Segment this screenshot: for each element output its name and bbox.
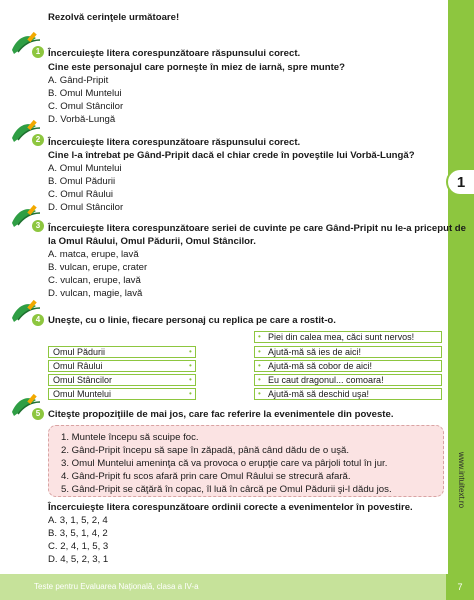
site-url: www.intuitext.ro	[457, 451, 466, 509]
exercise-1-title: Încercuieşte litera corespunzătoare răspunsului corect.	[48, 48, 301, 59]
connector-dot[interactable]: •	[189, 361, 192, 370]
event-item: 2. Gând-Pripit începu să sape în zăpadă, până când dădu de o uşă.	[61, 445, 350, 456]
event-item: 5. Gând-Pripit se căţără în copac, îl luă în cârcă pe Omul Pădurii şi-l dădu jos.	[61, 484, 392, 495]
character-box[interactable]	[48, 360, 196, 372]
exercise-2-option-d[interactable]: D. Omul Stâncilor	[48, 202, 124, 213]
exercise-2-option-c[interactable]: C. Omul Râului	[48, 189, 114, 200]
instruction-header: Rezolvă cerinţele următoare!	[48, 12, 180, 23]
exercise-1-option-b[interactable]: B. Omul Muntelui	[48, 88, 122, 99]
connector-dot[interactable]: •	[258, 361, 261, 370]
reply-label: Ajută-mă să deschid uşa!	[268, 389, 370, 399]
exercise-1-option-c[interactable]: C. Omul Stâncilor	[48, 101, 124, 112]
exercise-number-badge: 5	[32, 408, 44, 420]
character-label: Omul Muntelui	[53, 389, 112, 399]
connector-dot[interactable]: •	[189, 375, 192, 384]
exercise-2-title: Încercuieşte litera corespunzătoare răspunsului corect.	[48, 137, 301, 148]
connector-dot[interactable]: •	[258, 332, 261, 341]
reply-label: Piei din calea mea, căci sunt nervos!	[268, 332, 415, 342]
exercise-3-option-d[interactable]: D. vulcan, magie, lavă	[48, 288, 143, 299]
character-box[interactable]	[48, 374, 196, 386]
exercise-4-title: Uneşte, cu o linie, fiecare personaj cu replica pe care a rostit-o.	[48, 315, 336, 326]
reply-box[interactable]	[254, 360, 442, 372]
exercise-5-option-a[interactable]: A. 3, 1, 5, 2, 4	[48, 515, 108, 526]
exercise-5-option-d[interactable]: D. 4, 5, 2, 3, 1	[48, 554, 109, 565]
reply-label: Ajută-mă să cobor de aici!	[268, 361, 373, 371]
event-item: 3. Omul Muntelui ameninţa că va provoca o erupţie care va pârjoli totul în jur.	[61, 458, 388, 469]
exercise-1-option-a[interactable]: A. Gând-Pripit	[48, 75, 109, 86]
connector-dot[interactable]: •	[189, 389, 192, 398]
exercise-3-option-a[interactable]: A. matca, erupe, lavă	[48, 249, 139, 260]
exercise-1-option-d[interactable]: D. Vorbă-Lungă	[48, 114, 116, 125]
reply-box[interactable]	[254, 331, 442, 343]
connector-dot[interactable]: •	[189, 347, 192, 356]
exercise-3-title-line1: Încercuieşte litera corespunzătoare seriei de cuvinte pe care Gând-Pripit nu le-a priceput de	[48, 223, 466, 234]
page-number: 7	[446, 574, 474, 600]
exercise-number-badge: 2	[32, 134, 44, 146]
exercise-number-badge: 1	[32, 46, 44, 58]
exercise-number-badge: 4	[32, 314, 44, 326]
exercise-5-option-c[interactable]: C. 2, 4, 1, 5, 3	[48, 541, 109, 552]
exercise-number-badge: 3	[32, 220, 44, 232]
exercise-2-question: Cine l-a întrebat pe Gând-Pripit dacă el chiar crede în poveştile lui Vorbă-Lungă?	[48, 150, 415, 161]
character-box[interactable]	[48, 346, 196, 358]
exercise-3-option-b[interactable]: B. vulcan, erupe, crater	[48, 262, 148, 273]
reply-label: Ajută-mă să ies de aici!	[268, 347, 362, 357]
events-box	[48, 425, 444, 497]
character-box[interactable]	[48, 388, 196, 400]
connector-dot[interactable]: •	[258, 347, 261, 356]
reply-box[interactable]	[254, 346, 442, 358]
exercise-1-question: Cine este personajul care porneşte în miez de iarnă, spre munte?	[48, 62, 345, 73]
connector-dot[interactable]: •	[258, 389, 261, 398]
reply-box[interactable]	[254, 374, 442, 386]
event-item: 4. Gând-Pripit fu scos afară prin care Omul Râului se strecură afară.	[61, 471, 351, 482]
reply-label: Eu caut dragonul... comoara!	[268, 375, 384, 385]
connector-dot[interactable]: •	[258, 375, 261, 384]
character-label: Omul Pădurii	[53, 347, 106, 357]
character-label: Omul Râului	[53, 361, 103, 371]
event-item: 1. Muntele începu să scuipe foc.	[61, 432, 199, 443]
exercise-5-title: Citeşte propoziţiile de mai jos, care fac referire la evenimentele din poveste.	[48, 409, 394, 420]
footer-text: Teste pentru Evaluarea Naţională, clasa a IV-a	[34, 582, 199, 591]
exercise-2-option-a[interactable]: A. Omul Muntelui	[48, 163, 122, 174]
footer-bar	[0, 574, 448, 600]
exercise-3-option-c[interactable]: C. vulcan, erupe, lavă	[48, 275, 141, 286]
exercise-3-title-line2: la Omul Râului, Omul Pădurii, Omul Stâncilor.	[48, 236, 256, 247]
exercise-5-question: Încercuieşte litera corespunzătoare ordinii corecte a evenimentelor în povestire.	[48, 502, 413, 513]
side-tab-number: 1	[446, 168, 474, 196]
character-label: Omul Stâncilor	[53, 375, 113, 385]
exercise-2-option-b[interactable]: B. Omul Pădurii	[48, 176, 116, 187]
exercise-5-option-b[interactable]: B. 3, 5, 1, 4, 2	[48, 528, 108, 539]
reply-box[interactable]	[254, 388, 442, 400]
